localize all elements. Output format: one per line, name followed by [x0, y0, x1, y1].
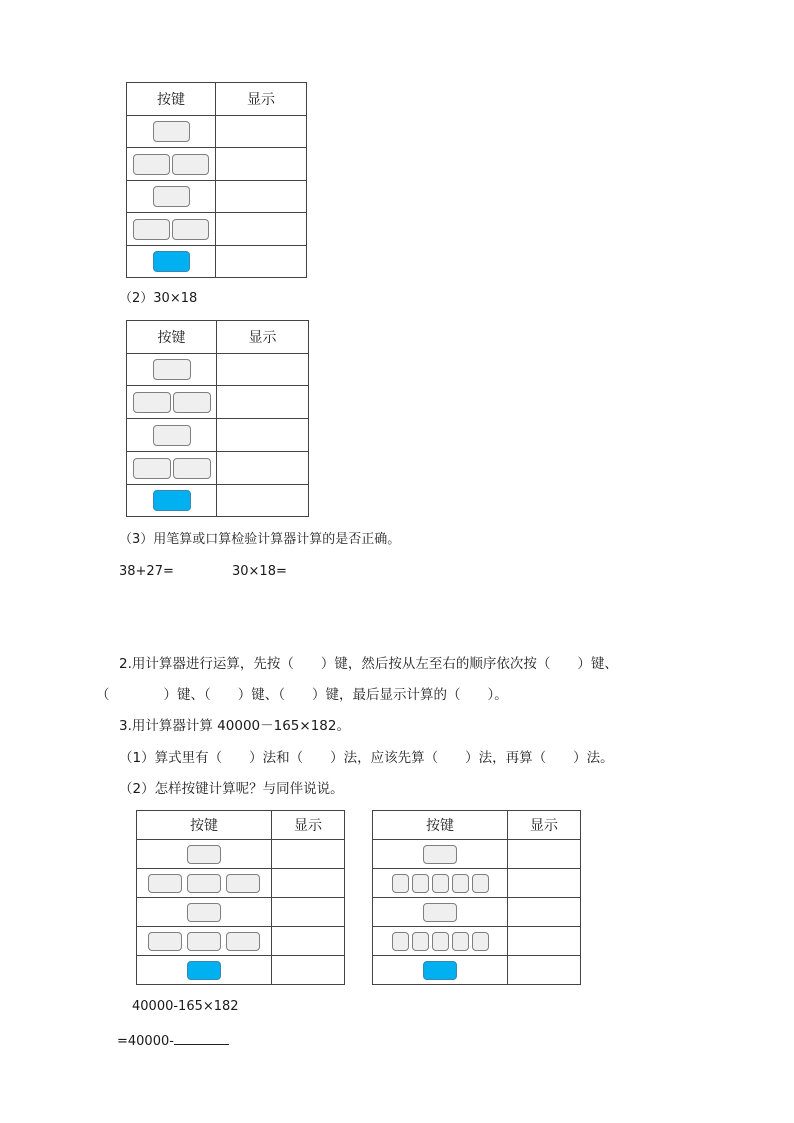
display-cell [508, 898, 581, 927]
calc-key [423, 903, 457, 922]
keys-cell [137, 956, 272, 985]
calc-key [148, 874, 182, 893]
calc-key [173, 392, 211, 413]
display-header: 显示 [216, 83, 307, 116]
keys-cell [127, 386, 217, 419]
keys-header: 按键 [137, 811, 272, 840]
display-header: 显示 [508, 811, 581, 840]
calc-key [412, 932, 429, 951]
calc-key [172, 219, 209, 240]
display-cell [508, 927, 581, 956]
question-3-part-1: （1）算式里有（ ）法和（ ）法，应该先算（ ）法，再算（ ）法。 [119, 750, 614, 766]
keys-cell [127, 181, 216, 213]
keys-cell [373, 956, 508, 985]
display-cell [216, 116, 307, 148]
keys-cell [373, 927, 508, 956]
calc-key [392, 874, 409, 893]
answer-blank[interactable] [174, 1030, 229, 1045]
keys-cell [127, 354, 217, 386]
keys-cell [373, 840, 508, 869]
calc-key [187, 874, 221, 893]
calc-key [133, 392, 171, 413]
calc-key [432, 874, 449, 893]
calc-key [153, 186, 190, 207]
keys-cell [127, 452, 217, 485]
calc-key [412, 874, 429, 893]
equals-key [153, 251, 190, 272]
calculation-line-2-text: =40000- [117, 1034, 174, 1049]
display-cell [217, 419, 309, 452]
display-cell [508, 956, 581, 985]
calc-key [148, 932, 182, 951]
calc-key [153, 425, 191, 446]
calc-key [133, 219, 170, 240]
calc-key [472, 932, 489, 951]
calc-key [133, 154, 170, 175]
part3-label: （3）用笔算或口算检验计算器计算的是否正确。 [119, 532, 401, 547]
display-cell [272, 869, 345, 898]
calculation-line-1: 40000-165×182 [132, 999, 239, 1014]
calc-key [173, 458, 211, 479]
calc-key [187, 845, 221, 864]
question-2-line-2: （ ）键、（ ）键、（ ）键，最后显示计算的（ ）。 [96, 687, 508, 703]
calc-key [423, 845, 457, 864]
keys-cell [373, 898, 508, 927]
question-2-line-1: 2.用计算器进行运算，先按（ ）键，然后按从左至右的顺序依次按（ ）键、 [119, 656, 618, 672]
calc-key [187, 903, 221, 922]
display-cell [217, 485, 309, 517]
display-cell [272, 840, 345, 869]
equals-key [423, 961, 457, 980]
calc-key [392, 932, 409, 951]
check-expression-2: 30×18= [232, 564, 287, 579]
display-cell [272, 927, 345, 956]
keys-cell [137, 927, 272, 956]
keypress-table-1 [126, 82, 307, 278]
display-cell [216, 181, 307, 213]
display-cell [272, 898, 345, 927]
display-cell [216, 213, 307, 246]
calc-key [452, 874, 469, 893]
keys-cell [127, 485, 217, 517]
equals-key [187, 961, 221, 980]
calc-key [133, 458, 171, 479]
calc-key [452, 932, 469, 951]
keypress-table-3 [136, 810, 345, 985]
display-cell [508, 840, 581, 869]
keys-cell [127, 148, 216, 181]
check-expression-1: 38+27= [119, 564, 174, 579]
keys-cell [127, 213, 216, 246]
keys-cell [137, 869, 272, 898]
calc-key [226, 874, 260, 893]
display-header: 显示 [217, 321, 309, 354]
display-cell [217, 354, 309, 386]
calc-key [432, 932, 449, 951]
keypress-table-4 [372, 810, 581, 985]
calculation-line-2 [117, 1030, 229, 1050]
keys-cell [127, 419, 217, 452]
display-cell [508, 869, 581, 898]
calc-key [172, 154, 209, 175]
keys-cell [373, 869, 508, 898]
display-cell [217, 386, 309, 419]
display-cell [216, 246, 307, 278]
keys-cell [137, 898, 272, 927]
keypress-table-2 [126, 320, 309, 517]
calc-key [187, 932, 221, 951]
part2-label: （2）30×18 [119, 291, 198, 306]
calc-key [153, 359, 191, 380]
keys-cell [127, 116, 216, 148]
calc-key [153, 121, 190, 142]
display-cell [272, 956, 345, 985]
equals-key [153, 490, 191, 511]
display-cell [216, 148, 307, 181]
keys-cell [137, 840, 272, 869]
calc-key [226, 932, 260, 951]
question-3-part-2: （2）怎样按键计算呢？与同伴说说。 [119, 781, 344, 797]
question-3-title: 3.用计算器计算 40000－165×182。 [119, 718, 350, 734]
display-cell [217, 452, 309, 485]
display-header: 显示 [272, 811, 345, 840]
keys-cell [127, 246, 216, 278]
keys-header: 按键 [127, 321, 217, 354]
keys-header: 按键 [127, 83, 216, 116]
keys-header: 按键 [373, 811, 508, 840]
calc-key [472, 874, 489, 893]
